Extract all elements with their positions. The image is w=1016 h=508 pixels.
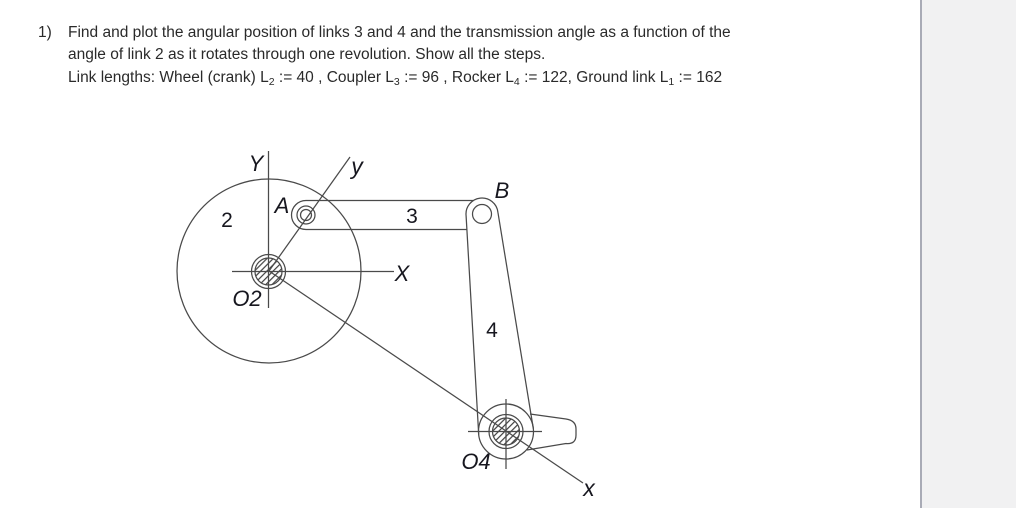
pin-b: [473, 205, 492, 224]
rocker-link: [466, 198, 533, 435]
label-global-y: Y: [248, 151, 264, 176]
label-link4: 4: [486, 319, 498, 342]
problem-number: 1): [38, 24, 52, 41]
coupler-link: [292, 201, 474, 230]
label-joint-b: B: [494, 178, 510, 203]
link-lengths-prefix: Link lengths: Wheel (crank) L: [68, 68, 269, 86]
linkage-diagram: [150, 140, 610, 508]
subscript-l2: 2: [268, 75, 275, 88]
label-global-x: X: [394, 261, 410, 286]
label-joint-a: A: [274, 193, 290, 218]
label-local-y: y: [351, 153, 363, 179]
local-x-axis: [269, 271, 583, 483]
label-link3: 3: [406, 205, 418, 228]
label-local-x: x: [583, 475, 595, 501]
pin-a-outer: [297, 206, 315, 224]
subscript-l4: 4: [513, 75, 520, 88]
link-length-l1: := 162: [674, 68, 723, 86]
link-length-l2: := 40 , Coupler L: [274, 68, 394, 86]
link-length-l3: := 96 , Rocker L: [399, 68, 514, 86]
label-pivot-o2: O2: [232, 286, 262, 311]
link-length-l4: := 122, Ground link L: [519, 68, 669, 86]
problem-line-1-text: Find and plot the angular position of links 3 and 4 and the transmission angle as a function of the: [68, 24, 731, 41]
label-link2: 2: [221, 209, 233, 232]
problem-line-1: [38, 22, 848, 44]
problem-line-3: [68, 67, 848, 89]
subscript-l1: 1: [668, 75, 675, 88]
problem-statement: [38, 22, 848, 89]
problem-line-2: angle of link 2 as it rotates through one revolution. Show all the steps.: [68, 46, 546, 64]
side-panel: [920, 0, 1016, 508]
subscript-l3: 3: [393, 75, 400, 88]
label-pivot-o4: O4: [461, 449, 491, 474]
